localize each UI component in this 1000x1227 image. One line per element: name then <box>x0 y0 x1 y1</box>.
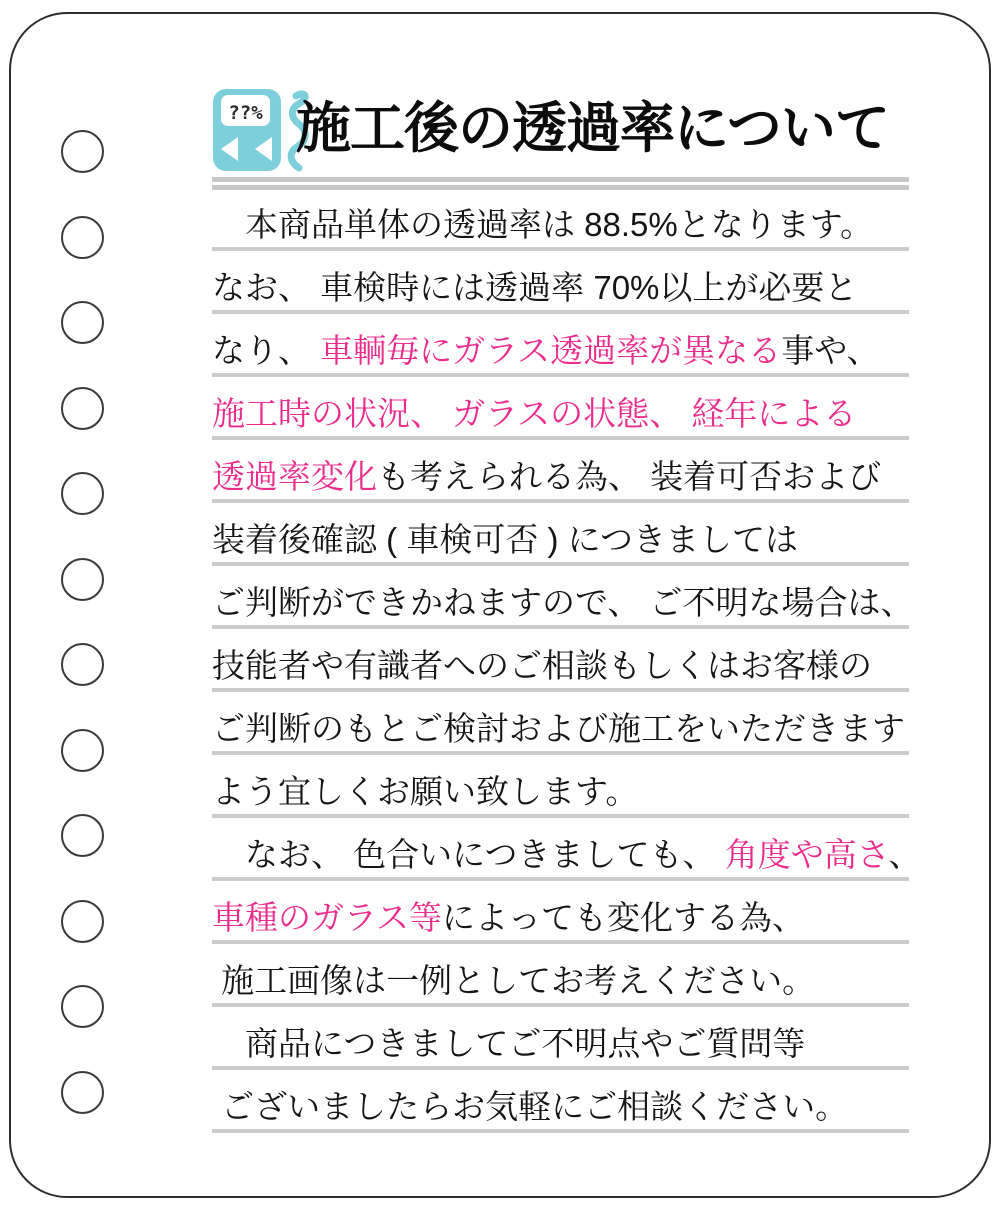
binder-hole <box>61 643 104 686</box>
line-underline <box>212 814 909 818</box>
binder-hole <box>61 1071 104 1114</box>
notice-header <box>212 88 909 172</box>
binder-hole <box>61 216 104 259</box>
text-line-content <box>212 1086 909 1127</box>
line-underline <box>212 310 909 314</box>
binder-hole <box>61 130 104 173</box>
text-line <box>212 267 909 330</box>
line-underline <box>212 436 909 440</box>
binder-hole <box>61 814 104 857</box>
text-segment: 商品につきましてご不明点やご質問等 <box>212 1025 806 1062</box>
highlighted-text-segment: 角度や高さ <box>724 836 889 873</box>
text-line-content <box>212 897 909 938</box>
line-underline <box>212 499 909 503</box>
text-segment: 事や、 <box>781 332 880 369</box>
text-line <box>212 960 909 1023</box>
line-underline <box>212 562 909 566</box>
text-line <box>212 708 909 771</box>
text-line-content <box>212 645 909 686</box>
text-line-content <box>212 582 914 623</box>
highlighted-text-segment: 施工時の状況、 ガラスの状態、 経年による <box>212 395 857 432</box>
text-line <box>212 1023 909 1086</box>
notice-page <box>9 12 991 1198</box>
line-underline <box>212 1066 909 1070</box>
text-segment: なり、 <box>212 332 321 369</box>
text-line <box>212 204 909 267</box>
text-segment: 、 <box>888 836 922 873</box>
line-underline <box>212 373 909 377</box>
text-line-content <box>212 204 909 245</box>
text-line <box>212 1086 909 1149</box>
text-segment: ご判断ができかねますので、 ご不明な場合は、 <box>212 584 914 621</box>
binder-hole <box>61 729 104 772</box>
line-underline <box>212 940 909 944</box>
text-segment: 施工画像は一例としてお考えください。 <box>212 962 816 999</box>
text-segment: 装着後確認 ( 車検可否 ) につきましては <box>212 521 798 558</box>
text-line-content <box>212 393 909 434</box>
text-segment: なお、 車検時には透過率 70%以上が必要と <box>212 269 858 306</box>
notice-content <box>212 88 922 1149</box>
binder-hole <box>61 985 104 1028</box>
text-segment: も考えられる為、 装着可否および <box>377 458 882 495</box>
highlighted-text-segment: 透過率変化 <box>212 458 377 495</box>
binder-hole <box>61 301 104 344</box>
text-line <box>212 645 909 708</box>
line-underline <box>212 877 909 881</box>
text-line-content <box>212 960 909 1001</box>
text-line-content <box>212 456 909 497</box>
line-underline <box>212 688 909 692</box>
text-line <box>212 330 909 393</box>
line-underline <box>212 1129 909 1133</box>
notice-body <box>212 204 922 1149</box>
binder-hole <box>61 472 104 515</box>
text-segment: 本商品単体の透過率は 88.5%となります。 <box>212 206 874 243</box>
highlighted-text-segment: 車輌毎にガラス透過率が異なる <box>320 332 782 369</box>
page-title: 施工後の透過率について <box>296 97 889 159</box>
text-line-content <box>212 771 909 812</box>
text-line-content <box>212 267 909 308</box>
text-segment: ご判断のもとご検討および施工をいただきます <box>212 710 905 747</box>
text-segment: によっても変化する為、 <box>442 899 806 936</box>
text-line-content <box>212 519 909 560</box>
text-segment: ございましたらお気軽にご相談ください。 <box>212 1088 849 1125</box>
text-line-content <box>212 708 909 749</box>
text-segment: 技能者や有識者へのご相談もしくはお客様の <box>212 647 872 684</box>
text-segment: なお、 色合いにつきましても、 <box>212 836 725 873</box>
line-underline <box>212 1003 909 1007</box>
line-underline <box>212 751 909 755</box>
line-underline <box>212 625 909 629</box>
text-line <box>212 897 909 960</box>
text-segment: よう宜しくお願い致します。 <box>212 773 639 810</box>
meter-screen-text: ??% <box>228 102 263 124</box>
text-line <box>212 519 909 582</box>
text-line <box>212 771 909 834</box>
highlighted-text-segment: 車種のガラス等 <box>212 899 443 936</box>
text-line <box>212 582 914 645</box>
text-line <box>212 456 909 519</box>
text-line <box>212 393 909 456</box>
text-line <box>212 834 922 897</box>
text-line-content <box>212 1023 909 1064</box>
line-underline <box>212 247 909 251</box>
text-line-content <box>212 834 922 875</box>
binder-hole <box>61 558 104 601</box>
header-divider <box>212 177 909 190</box>
text-line-content <box>212 330 909 371</box>
binder-hole <box>61 387 104 430</box>
binder-hole <box>61 900 104 943</box>
